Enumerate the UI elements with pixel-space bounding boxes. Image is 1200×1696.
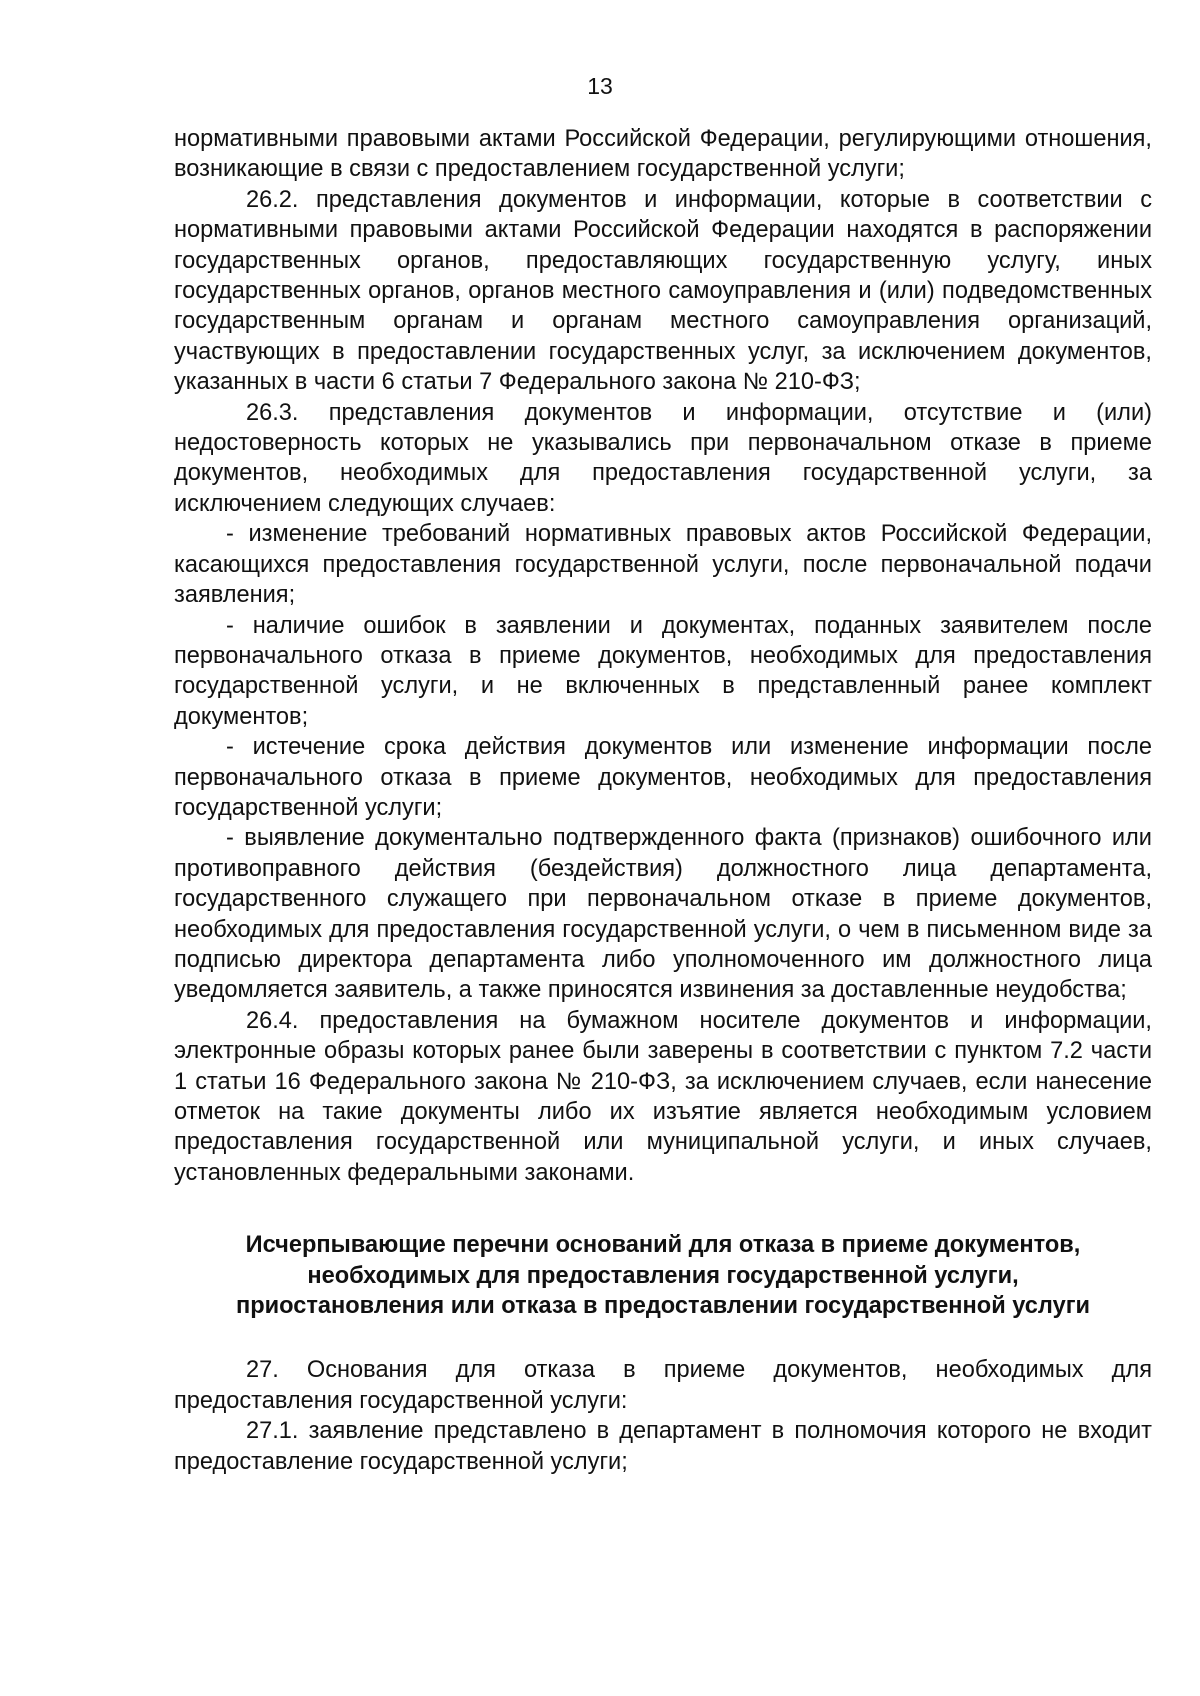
section-heading [174,1230,1152,1321]
section-heading-line3: приостановления или отказа в предоставлении государственной услуги [235,1293,1091,1320]
paragraph-26-3: 26.3. представления документов и информации, отсутствие и (или) недостоверность которых не указывались при первоначальном отказе в приеме документов, необходимых для предоставления государственной услуги, за исключением следующих случаев: [174,399,1152,517]
section-heading-line1: Исчерпывающие перечни оснований для отказа в приеме документов, [245,1232,1081,1259]
paragraph-27-1: 27.1. заявление представлено в департамент в полномочия которого не входит предоставление государственной услуги; [174,1418,1152,1475]
list-item-misconduct: - выявление документально подтвержденного факта (признаков) ошибочного или противоправного действия (бездействия) должностного лица департамента, государственного служащего при первоначальном отказе в приеме документов, необходимых для предоставления государственной услуги, о чем в письменном виде за подписью директора департамента либо уполномоченного им должностного лица уведомляется заявитель, а также приносятся извинения за доставленные неудобства; [174,825,1152,1004]
paragraph-26-4: 26.4. предоставления на бумажном носителе документов и информации, электронные образы которых ранее были заверены в соответствии с пунктом 7.2 части 1 статьи 16 Федерального закона № 210-ФЗ, за исключением случаев, если нанесение отметок на такие документы либо их изъятие является необходимым условием предоставления государственной или муниципальной услуги, и иных случаев, установленных федеральными законами. [174,1007,1152,1186]
section-heading-line2: необходимых для предоставления государственной услуги, [307,1262,1019,1289]
list-item-expiry: - истечение срока действия документов или изменение информации после первоначального отказа в приеме документов, необходимых для предоставления государственной услуги; [174,734,1152,821]
paragraph-continuation: нормативными правовыми актами Российской Федерации, регулирующими отношения, возникающие в связи с предоставлением государственной услуги; [174,126,1152,183]
list-item-requirements-change: - изменение требований нормативных правовых актов Российской Федерации, касающихся предоставления государственной услуги, после первоначальной подачи заявления; [174,521,1152,609]
paragraph-27: 27. Основания для отказа в приеме документов, необходимых для предоставления государственной услуги: [174,1357,1152,1414]
list-item-errors: - наличие ошибок в заявлении и документах, поданных заявителем после первоначального отказа в приеме документов, необходимых для предоставления государственной услуги, и не включенных в представленный ранее комплект документов; [174,612,1152,730]
document-body [174,124,1152,1477]
paragraph-26-2: 26.2. представления документов и информации, которые в соответствии с нормативными правовыми актами Российской Федерации находятся в распоряжении государственных органов, предоставляющих государственную услугу, иных государственных органов, органов местного самоуправления и (или) подведомственных государственным органам и органам местного самоуправления организаций, участвующих в предоставлении государственных услуг, за исключением документов, указанных в части 6 статьи 7 Федерального закона № 210-ФЗ; [174,186,1152,396]
page-number: 13 [587,73,613,99]
